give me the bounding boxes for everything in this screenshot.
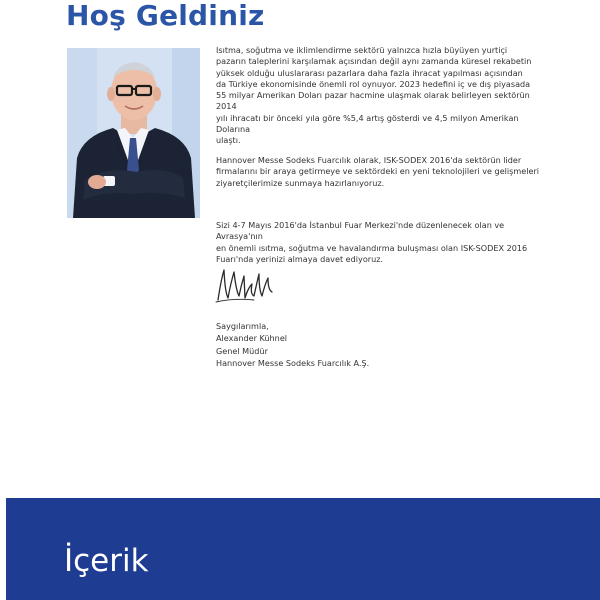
- signer-name: Alexander Kühnel: [216, 333, 288, 344]
- signer-company: Hannover Messe Sodeks Fuarcılık A.Ş.: [216, 357, 370, 368]
- invitation-paragraph: Sizi 4-7 Mayıs 2016'da İstanbul Fuar Merkezi'nde düzenlenecek olan ve Avrasya'nın en önemli ısıtma, soğutma ve havalandırma buluşması olan ISK-SODEX 2016 Fuarı'nda yerinizi almaya davet ediyoruz.: [216, 220, 528, 264]
- page-title: Hoş Geldiniz: [66, 0, 265, 32]
- handwritten-signature: [214, 262, 276, 308]
- salutation: Saygılarımla,: [216, 321, 269, 331]
- contents-title: İçerik: [64, 543, 149, 579]
- contents-banner: [6, 498, 600, 600]
- intro-paragraph: Isıtma, soğutma ve iklimlendirme sektörü yalnızca hızla büyüyen yurtiçi pazarın taleplerini karşılamak açısından değil aynı zamanda küresel rekabetin yüksek olduğu uluslararası pazarlara daha fazla ihracat yapılması açısından da Türkiye ekonomisinde önemli rol oynuyor. 2023 hedefini iç ve dış piyasada 55 milyar Amerikan Doları pazar hacmine ulaşmak olarak belirleyen sektörün 2014 yılı ihracatı bir önceki yıla göre %5,4 artış gösterdi ve 4,5 milyon Amerikan Dolarına ulaştı.: [216, 45, 532, 146]
- fair-paragraph: Hannover Messe Sodeks Fuarcılık olarak, ISK-SODEX 2016'da sektörün lider firmalarını bir araya getirmeye ve sektördeki en yeni teknolojileri ve gelişmeleri ziyaretçilerimize sunmaya hazırlanıyoruz.: [216, 155, 540, 188]
- portrait-photo: [67, 48, 200, 218]
- closing-block: [216, 320, 369, 369]
- signer-position: Genel Müdür: [216, 345, 268, 356]
